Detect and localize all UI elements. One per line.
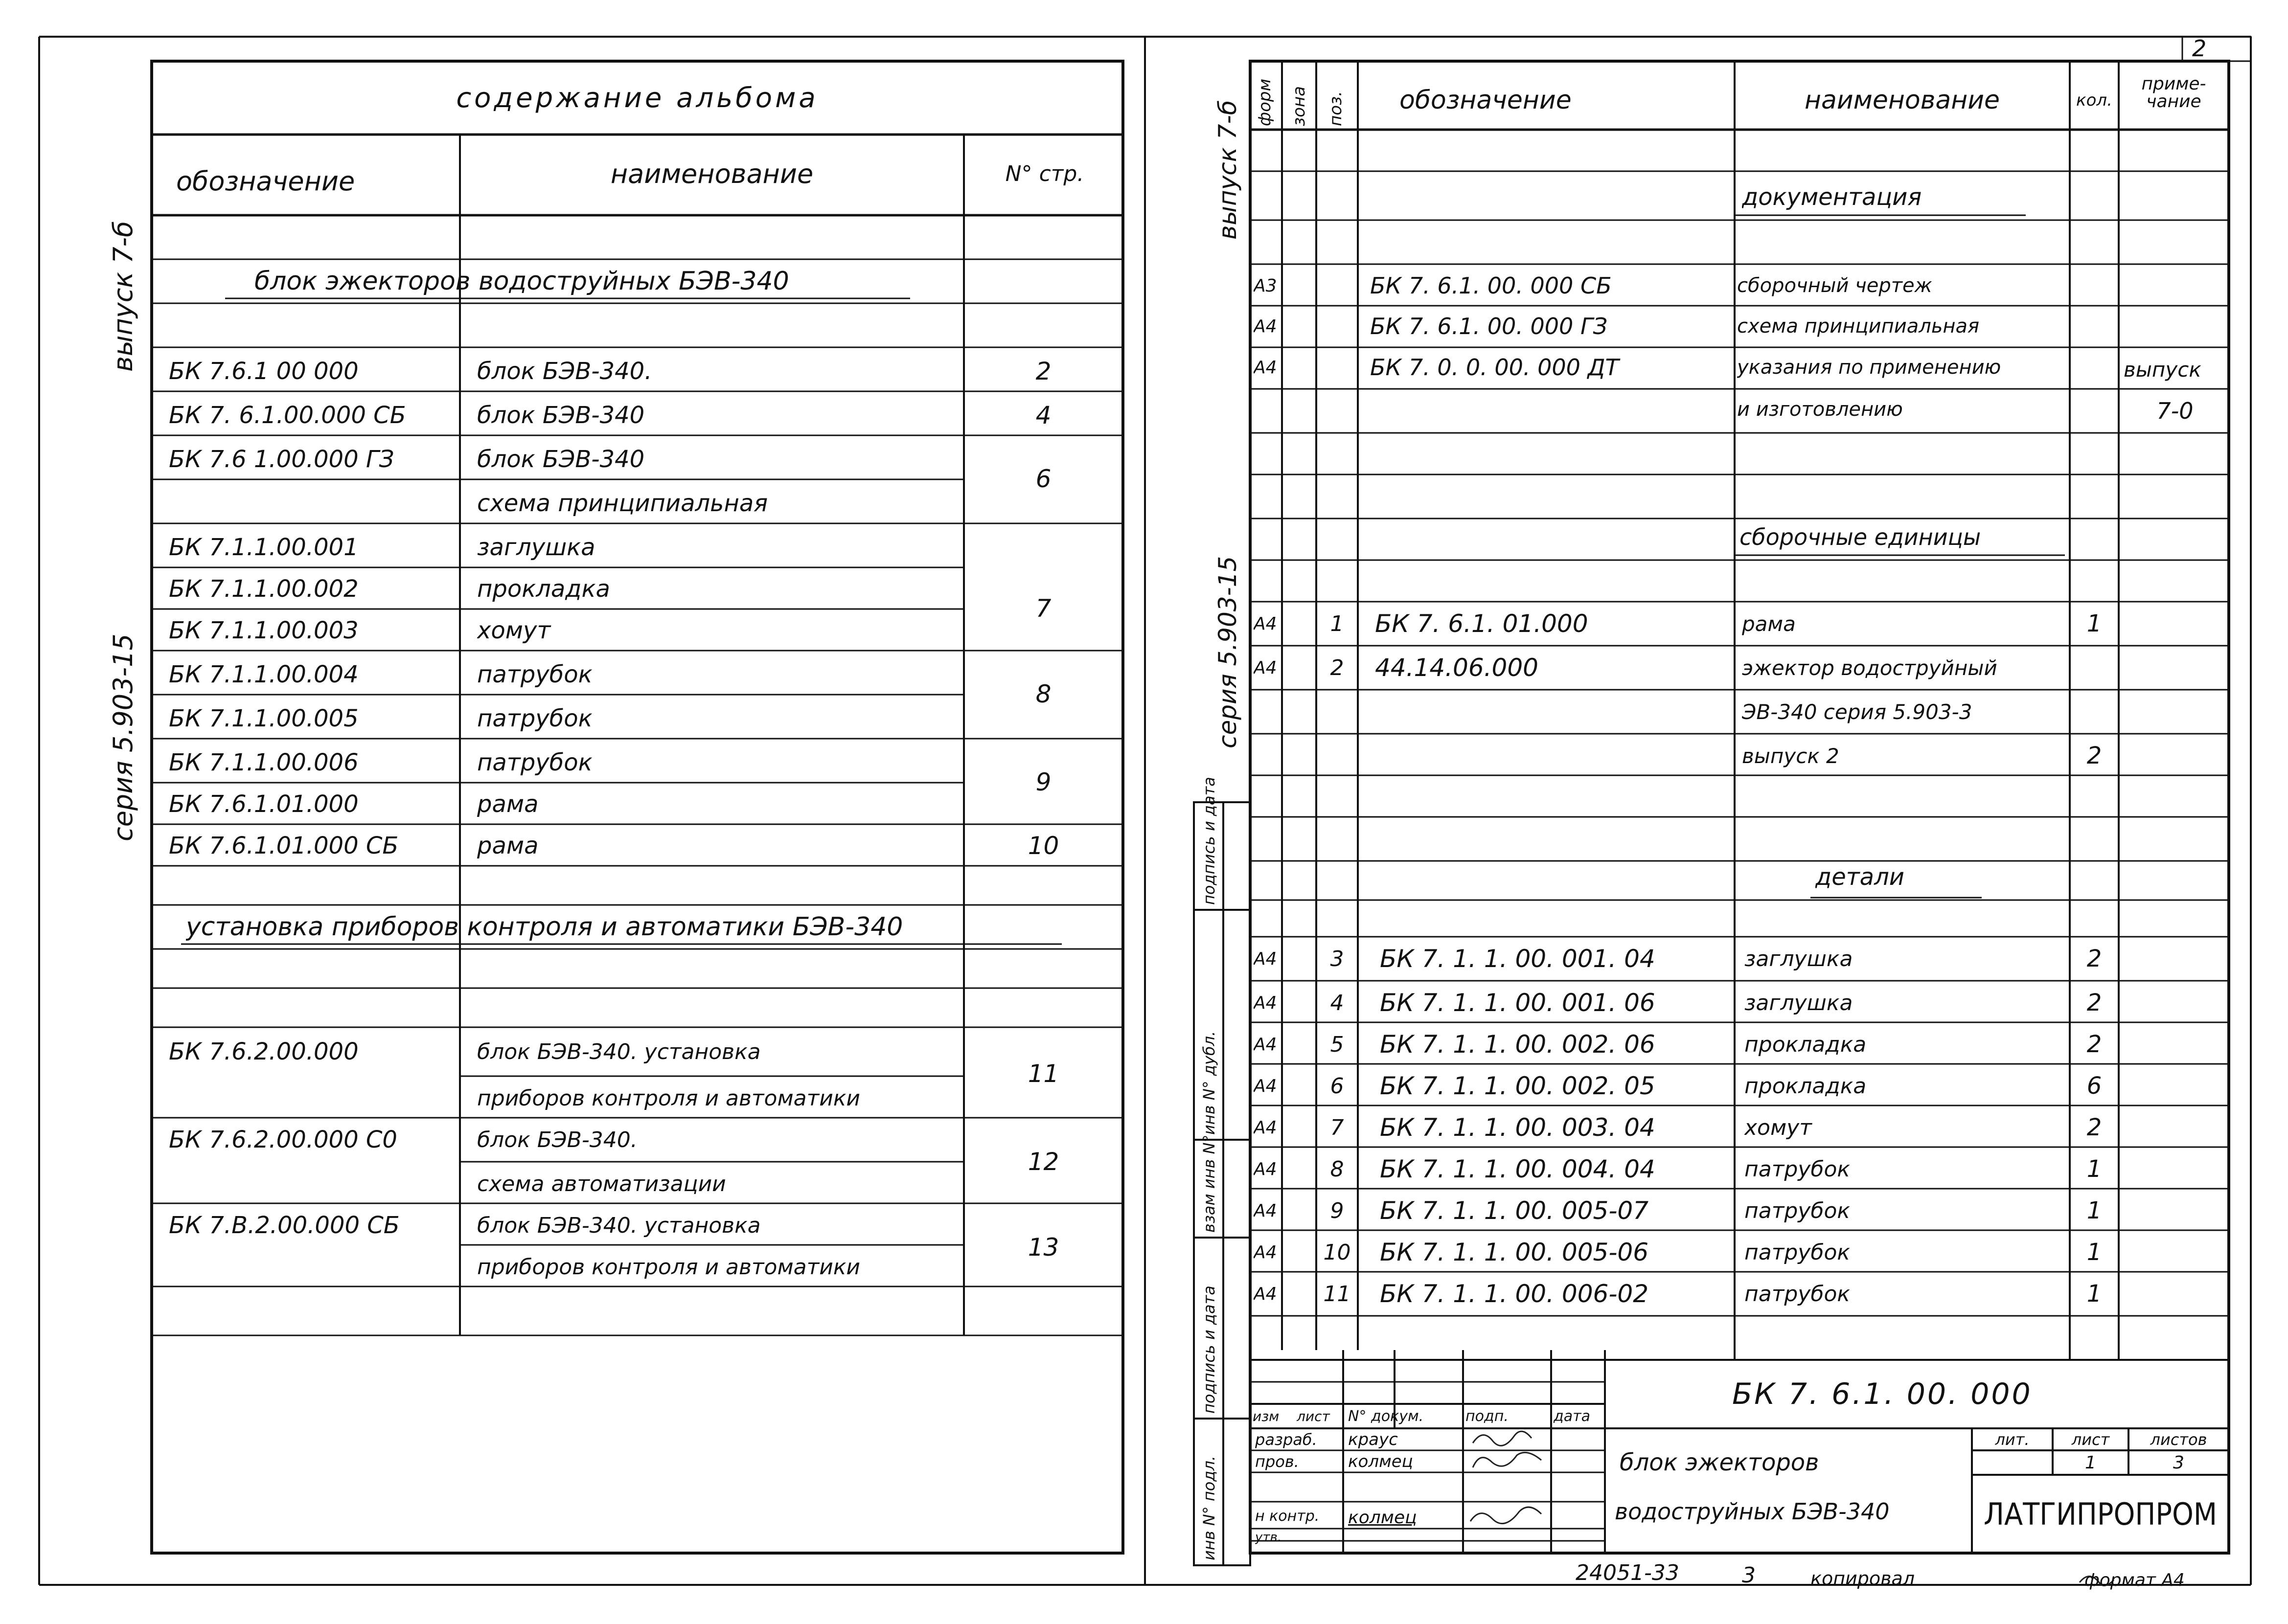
stamp-title-line1: блок эжекторов [1620, 1449, 1819, 1476]
row2-page [964, 1079, 1123, 1118]
header-qty: кол. [2076, 90, 2112, 110]
stamp-nkontr-name: колмец [1348, 1508, 1417, 1528]
row-page: 9 [1035, 768, 1052, 796]
row2-page [964, 1164, 1123, 1203]
right-header-designation: обозначение [1399, 86, 1572, 115]
stamp-prov: пров. [1255, 1452, 1299, 1471]
section-assembly-units: сборочные единицы [1739, 523, 1981, 550]
row-page [964, 484, 1123, 522]
section-parts: детали [1815, 863, 1904, 891]
part-format: А4 [1254, 1284, 1277, 1304]
row-designation: БК 7.1.1.00.005 [169, 705, 359, 732]
part-pos: 7 [1330, 1115, 1344, 1140]
row-name: патрубок [477, 705, 593, 732]
stamp-org: ЛАТГИПРОПРОМ [1983, 1496, 2218, 1532]
doc-designation: БК 7. 6.1. 00. 000 ГЗ [1370, 313, 1608, 339]
row-name: блок БЭВ-340 [477, 402, 645, 429]
row-name: хомут [477, 617, 551, 644]
footer-copied: копировал [1810, 1568, 1915, 1589]
row2-name: приборов контроля и автоматики [477, 1085, 861, 1111]
part-pos: 11 [1323, 1281, 1351, 1307]
row-page: 4 [1035, 401, 1052, 429]
stamp-hdr-podp: подп. [1465, 1408, 1509, 1425]
part-pos: 6 [1330, 1073, 1344, 1099]
row-page: 6 [1035, 465, 1052, 493]
stamp-lit: лит. [1995, 1430, 2030, 1449]
unit-format [1254, 736, 1282, 775]
part-pos: 5 [1330, 1032, 1344, 1057]
row-designation: БК 7.6.1.01.000 [169, 790, 359, 818]
stamp-razrab-name: краус [1348, 1430, 1398, 1449]
unit-qty [2070, 692, 2119, 731]
row-page: 8 [1035, 680, 1052, 708]
doc-designation [1370, 390, 1732, 429]
left-side-label-bottom: серия 5.903-15 [108, 633, 138, 841]
part-name: заглушка [1744, 990, 1853, 1015]
part-format: А4 [1254, 992, 1277, 1013]
part-format: А4 [1254, 1159, 1277, 1179]
part-designation: БК 7. 1. 1. 00. 001. 06 [1380, 989, 1655, 1017]
right-header-name: наименование [1805, 86, 2000, 115]
part-designation: БК 7. 1. 1. 00. 006-02 [1380, 1280, 1648, 1308]
unit-pos: 2 [1330, 655, 1344, 680]
header-pos: поз. [1326, 91, 1346, 126]
stamp-hdr-ndoc: N° докум. [1348, 1408, 1424, 1425]
part-name: патрубок [1744, 1198, 1850, 1223]
unit-name: рама [1742, 611, 1796, 636]
right-side-label-top: выпуск 7-б [1213, 100, 1242, 240]
unit-pos [1316, 736, 1358, 775]
row-designation: БК 7.1.1.00.003 [169, 617, 359, 644]
row-designation: БК 7.6.1.01.000 СБ [169, 832, 399, 859]
row2-page: 12 [1028, 1148, 1059, 1176]
row-name: патрубок [477, 661, 593, 688]
row-designation: БК 7.6.1 00 000 [169, 358, 359, 385]
part-qty: 2 [2086, 989, 2102, 1016]
section-automation: установка приборов контроля и автоматики БЭВ-340 [186, 912, 903, 942]
part-designation: БК 7. 1. 1. 00. 003. 04 [1380, 1113, 1655, 1142]
row2-designation [169, 1079, 458, 1118]
row-designation: БК 7.1.1.00.001 [169, 534, 359, 561]
row-name: заглушка [477, 534, 595, 561]
stamp-doc-code: БК 7. 6.1. 00. 000 [1732, 1377, 2033, 1411]
row-designation: БК 7.1.1.00.004 [169, 661, 359, 688]
part-name: прокладка [1744, 1032, 1867, 1057]
doc-designation: БК 7. 0. 0. 00. 000 ДТ [1370, 354, 1619, 381]
part-designation: БК 7. 1. 1. 00. 005-07 [1380, 1196, 1648, 1225]
side-stamp-vzam: взам инв N° [1200, 1134, 1218, 1233]
doc-format: А4 [1254, 357, 1277, 378]
part-designation: БК 7. 1. 1. 00. 002. 05 [1380, 1072, 1655, 1100]
side-stamp-inv-podl: инв N° подл. [1200, 1455, 1218, 1560]
stamp-utv: утв. [1255, 1530, 1282, 1545]
row-page [964, 611, 1123, 650]
part-name: патрубок [1744, 1240, 1850, 1265]
unit-qty [2070, 648, 2119, 687]
row-page: 7 [1035, 594, 1052, 623]
part-name: заглушка [1744, 946, 1853, 971]
header-format: форм [1255, 78, 1275, 126]
part-qty: 1 [2086, 1155, 2102, 1183]
row-name: патрубок [477, 749, 593, 776]
stamp-listov: листов [2150, 1430, 2207, 1449]
row-name: прокладка [477, 575, 610, 603]
row2-name: приборов контроля и автоматики [477, 1254, 861, 1280]
row2-name: блок БЭВ-340. установка [477, 1213, 761, 1238]
part-name: патрубок [1744, 1156, 1850, 1182]
stamp-hdr-izm: изм [1253, 1408, 1280, 1424]
unit-designation [1375, 736, 1732, 775]
album-contents-title: содержание альбома [456, 82, 819, 114]
part-qty: 1 [2086, 1280, 2102, 1308]
row-page: 2 [1035, 357, 1052, 385]
right-side-label-bottom: серия 5.903-15 [1213, 556, 1242, 748]
row2-page: 13 [1028, 1233, 1059, 1262]
row-name: рама [477, 790, 539, 818]
stamp-listov-value: 3 [2173, 1452, 2184, 1473]
row2-designation: БК 7.В.2.00.000 СБ [169, 1212, 400, 1239]
row-designation: БК 7.1.1.00.006 [169, 749, 359, 776]
left-side-label-top: выпуск 7-б [108, 221, 138, 372]
header-name: наименование [610, 158, 814, 189]
doc-format [1254, 390, 1282, 429]
section-ejector-block: блок эжекторов водоструйных БЭВ-340 [254, 267, 789, 296]
part-pos: 8 [1330, 1156, 1344, 1182]
header-designation: обозначение [176, 165, 355, 197]
side-stamp-podpis-1: подпись и дата [1200, 1286, 1218, 1414]
part-designation: БК 7. 1. 1. 00. 005-06 [1380, 1238, 1648, 1266]
part-name: прокладка [1744, 1073, 1867, 1099]
stamp-nkontr: н контр. [1255, 1507, 1320, 1525]
unit-name: выпуск 2 [1742, 744, 1839, 768]
stamp-list: лист [2071, 1430, 2110, 1449]
unit-name: ЭВ-340 серия 5.903-3 [1742, 699, 1972, 724]
part-pos: 9 [1330, 1198, 1344, 1223]
stamp-hdr-data: дата [1554, 1408, 1590, 1425]
row-designation: БК 7.6 1.00.000 ГЗ [169, 446, 394, 473]
part-designation: БК 7. 1. 1. 00. 004. 04 [1380, 1155, 1655, 1183]
header-zone: зона [1289, 86, 1309, 126]
stamp-hdr-list: лист [1297, 1408, 1330, 1424]
unit-qty: 1 [2086, 610, 2102, 637]
part-qty: 1 [2086, 1197, 2102, 1224]
unit-format: А4 [1254, 657, 1277, 678]
side-stamp-inv-dubl: инв N° дубл. [1200, 1031, 1218, 1135]
unit-designation: 44.14.06.000 [1375, 654, 1538, 682]
part-pos: 4 [1330, 990, 1344, 1015]
side-stamp-podpis-2: подпись и дата [1200, 777, 1218, 905]
row2-page [964, 1247, 1123, 1286]
row2-name: блок БЭВ-340. установка [477, 1039, 761, 1064]
doc-name: схема принципиальная [1737, 315, 1980, 338]
part-designation: БК 7. 1. 1. 00. 001. 04 [1380, 945, 1655, 973]
row-page: 10 [1028, 832, 1059, 860]
footer-format: формат А4 [2084, 1570, 2185, 1590]
row-page [964, 699, 1123, 738]
part-designation: БК 7. 1. 1. 00. 002. 06 [1380, 1030, 1655, 1059]
section-documentation: документация [1742, 183, 1922, 211]
part-pos: 3 [1330, 946, 1344, 971]
row2-page: 11 [1028, 1060, 1059, 1088]
doc-name: и изготовлению [1737, 398, 1903, 421]
row-designation: БК 7. 6.1.00.000 СБ [169, 402, 406, 429]
stamp-list-value: 1 [2085, 1452, 2096, 1473]
row2-designation [169, 1164, 458, 1203]
row-designation [169, 484, 458, 522]
doc-name: указания по применению [1737, 356, 2001, 379]
row-name: блок БЭВ-340 [477, 446, 645, 473]
stamp-razrab: разраб. [1255, 1430, 1317, 1449]
unit-format: А4 [1254, 613, 1277, 634]
part-format: А4 [1254, 1200, 1277, 1221]
part-qty: 6 [2086, 1072, 2102, 1100]
unit-qty: 2 [2086, 742, 2102, 769]
footer-number: 24051-33 [1576, 1560, 1679, 1585]
part-format: А4 [1254, 1034, 1277, 1055]
docs-note-2: 7-0 [2156, 398, 2194, 424]
part-format: А4 [1254, 948, 1277, 969]
doc-format: А3 [1254, 275, 1277, 296]
row2-name: блок БЭВ-340. [477, 1127, 638, 1152]
part-qty: 2 [2086, 945, 2102, 972]
part-qty: 2 [2086, 1031, 2102, 1058]
row2-designation [169, 1247, 458, 1286]
footer-page: 3 [1742, 1563, 1756, 1588]
doc-format: А4 [1254, 316, 1277, 337]
part-format: А4 [1254, 1117, 1277, 1138]
doc-name: сборочный чертеж [1737, 274, 1932, 297]
unit-designation: БК 7. 6.1. 01.000 [1375, 609, 1588, 638]
part-qty: 2 [2086, 1114, 2102, 1141]
unit-designation [1375, 692, 1732, 731]
row2-name: схема автоматизации [477, 1171, 726, 1196]
unit-pos: 1 [1330, 611, 1344, 636]
header-page: N° стр. [1005, 161, 1084, 186]
unit-pos [1316, 692, 1358, 731]
row-page [964, 785, 1123, 823]
unit-format [1254, 692, 1282, 731]
row-name: рама [477, 832, 539, 859]
unit-name: эжектор водоструйный [1742, 655, 1997, 680]
part-format: А4 [1254, 1076, 1277, 1096]
row-page [964, 528, 1123, 566]
part-qty: 1 [2086, 1239, 2102, 1266]
stamp-prov-name: колмец [1348, 1452, 1413, 1471]
part-name: хомут [1744, 1115, 1812, 1140]
doc-designation: БК 7. 6.1. 00. 000 СБ [1370, 272, 1612, 299]
row-name: схема принципиальная [477, 490, 768, 517]
row2-designation: БК 7.6.2.00.000 [169, 1038, 359, 1065]
docs-note-1: выпуск [2124, 357, 2201, 382]
part-pos: 10 [1323, 1240, 1351, 1265]
part-name: патрубок [1744, 1281, 1850, 1307]
row-name: блок БЭВ-340. [477, 358, 652, 385]
row-designation: БК 7.1.1.00.002 [169, 575, 359, 603]
row2-designation: БК 7.6.2.00.000 С0 [169, 1126, 397, 1153]
part-format: А4 [1254, 1242, 1277, 1263]
page-number: 2 [2192, 35, 2207, 62]
stamp-title-line2: водоструйных БЭВ-340 [1615, 1498, 1890, 1525]
header-note: приме- чание [2141, 74, 2206, 112]
